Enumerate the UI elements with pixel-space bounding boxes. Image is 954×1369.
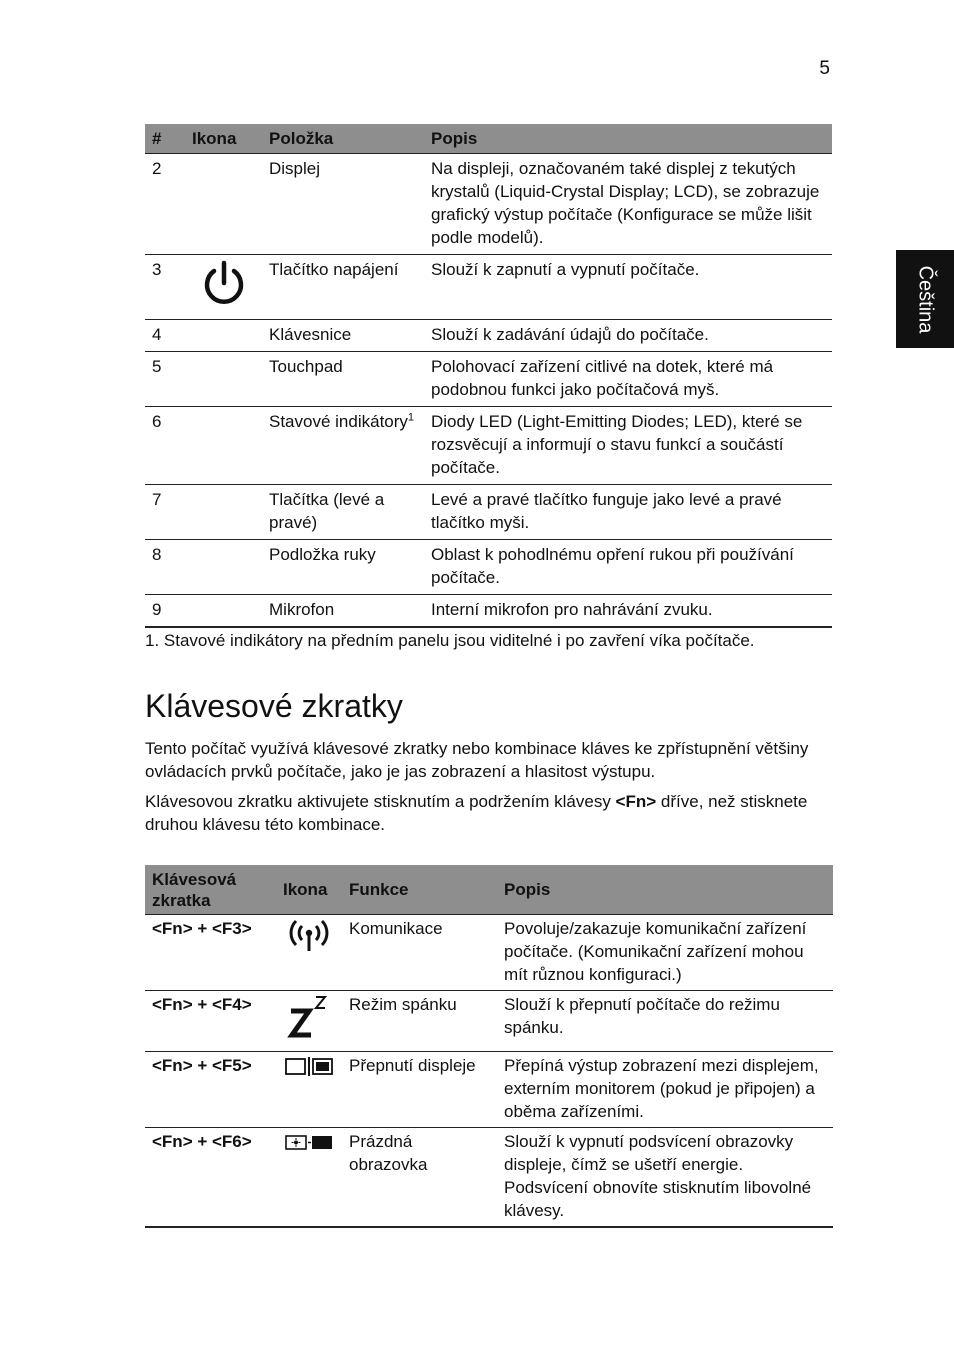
table-row: [145, 255, 832, 320]
header-item: Položka: [262, 124, 424, 154]
table-row: [145, 595, 832, 628]
row-number: 2: [145, 154, 185, 255]
sleep-icon: [285, 993, 333, 1041]
hotkey-function: Komunikace: [342, 915, 497, 991]
table-row: [145, 991, 833, 1052]
row-icon: [185, 255, 262, 320]
row-item: Displej: [262, 154, 424, 255]
hotkey-description: Přepíná výstup zobrazení mezi displejem, externím monitorem (pokud je připojen) a oběma zařízeními.: [497, 1052, 833, 1128]
row-icon: [276, 991, 342, 1052]
row-icon: [185, 352, 262, 407]
row-description: Na displeji, označovaném také displej z tekutých krystalů (Liquid-Crystal Display; LCD), se zobrazuje grafický výstup počítače (Konfigurace se může lišit podle modelů).: [424, 154, 832, 255]
row-icon: [185, 595, 262, 628]
table-row: [145, 485, 832, 540]
intro-paragraph: Tento počítač využívá klávesové zkratky nebo kombinace kláves ke zpřístupnění většiny ovládacích prvků počítače, jako je jas zobrazení a hlasitost výstupu.: [145, 739, 809, 781]
hotkey-combo: <Fn> + <F6>: [145, 1128, 276, 1228]
hotkeys-table: [145, 865, 833, 1228]
footnote-marker: 1: [407, 411, 415, 424]
header-icon: Ikona: [276, 865, 342, 915]
table-row: [145, 352, 832, 407]
row-description: Polohovací zařízení citlivé na dotek, které má podobnou funkci jako počítačová myš.: [424, 352, 832, 407]
header-icon: Ikona: [185, 124, 262, 154]
row-item: Tlačítka (levé a pravé): [262, 485, 424, 540]
row-item: Tlačítko napájení: [262, 255, 424, 320]
fn-paragraph-start: Klávesovou zkratku aktivujete stisknutím a podržením klávesy: [145, 792, 616, 811]
row-number: 8: [145, 540, 185, 595]
hotkey-combo: <Fn> + <F3>: [145, 915, 276, 991]
hotkey-function: Prázdná obrazovka: [342, 1128, 497, 1228]
display-toggle-icon: [283, 1054, 335, 1078]
row-number: 4: [145, 320, 185, 352]
table-row: [145, 1052, 833, 1128]
row-icon: [276, 915, 342, 991]
table-row: [145, 540, 832, 595]
section-title: Klávesové zkratky: [145, 688, 403, 724]
row-item-text: Stavové indikátory: [269, 412, 408, 431]
row-description: Oblast k pohodlnému opření rukou při používání počítače.: [424, 540, 832, 595]
table-row: [145, 915, 833, 991]
row-number: 5: [145, 352, 185, 407]
header-number: #: [145, 124, 185, 154]
row-icon: [185, 320, 262, 352]
row-item: Touchpad: [262, 352, 424, 407]
row-description: Interní mikrofon pro nahrávání zvuku.: [424, 595, 832, 628]
wireless-icon: [285, 917, 333, 957]
power-icon: [200, 258, 248, 308]
hotkey-combo: <Fn> + <F5>: [145, 1052, 276, 1128]
row-icon: [185, 540, 262, 595]
language-tab: [896, 250, 954, 348]
hotkey-description: Povoluje/zakazuje komunikační zařízení počítače. (Komunikační zařízení mohou mít různou konfiguraci.): [497, 915, 833, 991]
table-header-row: [145, 865, 833, 915]
row-description: Levé a pravé tlačítko funguje jako levé a pravé tlačítko myši.: [424, 485, 832, 540]
row-item: [262, 407, 424, 485]
page-number: 5: [819, 58, 830, 79]
components-table: [145, 124, 832, 628]
row-icon: [185, 485, 262, 540]
row-icon: [276, 1052, 342, 1128]
row-item: Mikrofon: [262, 595, 424, 628]
table-row: [145, 320, 832, 352]
table-row: [145, 407, 832, 485]
row-icon: [185, 154, 262, 255]
fn-key-label: <Fn>: [615, 792, 657, 811]
row-item: Klávesnice: [262, 320, 424, 352]
hotkey-description: Slouží k vypnutí podsvícení obrazovky displeje, čímž se ušetří energie. Podsvícení obnovíte stisknutím libovolné klávesy.: [497, 1128, 833, 1228]
row-number: 9: [145, 595, 185, 628]
hotkey-function: Přepnutí displeje: [342, 1052, 497, 1128]
table-row: [145, 154, 832, 255]
header-description: Popis: [424, 124, 832, 154]
footnote: 1. Stavové indikátory na předním panelu jsou viditelné i po zavření víka počítače.: [145, 631, 755, 650]
hotkey-function: Režim spánku: [342, 991, 497, 1052]
hotkey-combo: <Fn> + <F4>: [145, 991, 276, 1052]
row-description: Slouží k zapnutí a vypnutí počítače.: [424, 255, 832, 320]
header-hotkey: Klávesová zkratka: [145, 865, 276, 915]
fn-paragraph: [145, 790, 835, 836]
row-number: 3: [145, 255, 185, 320]
hotkey-description: Slouží k přepnutí počítače do režimu spánku.: [497, 991, 833, 1052]
row-icon: [185, 407, 262, 485]
language-tab-label: Čeština: [914, 265, 937, 333]
screen-blank-icon: [283, 1130, 335, 1154]
row-number: 7: [145, 485, 185, 540]
header-function: Funkce: [342, 865, 497, 915]
row-description: Diody LED (Light-Emitting Diodes; LED), které se rozsvěcují a informují o stavu funkcí a součástí počítače.: [424, 407, 832, 485]
table-row: [145, 1128, 833, 1228]
header-description: Popis: [497, 865, 833, 915]
table-header-row: [145, 124, 832, 154]
row-item: Podložka ruky: [262, 540, 424, 595]
fn-paragraph-end: dříve, než stisknete druhou klávesu této kombinace.: [145, 792, 808, 834]
row-icon: [276, 1128, 342, 1228]
row-description: Slouží k zadávání údajů do počítače.: [424, 320, 832, 352]
row-number: 6: [145, 407, 185, 485]
